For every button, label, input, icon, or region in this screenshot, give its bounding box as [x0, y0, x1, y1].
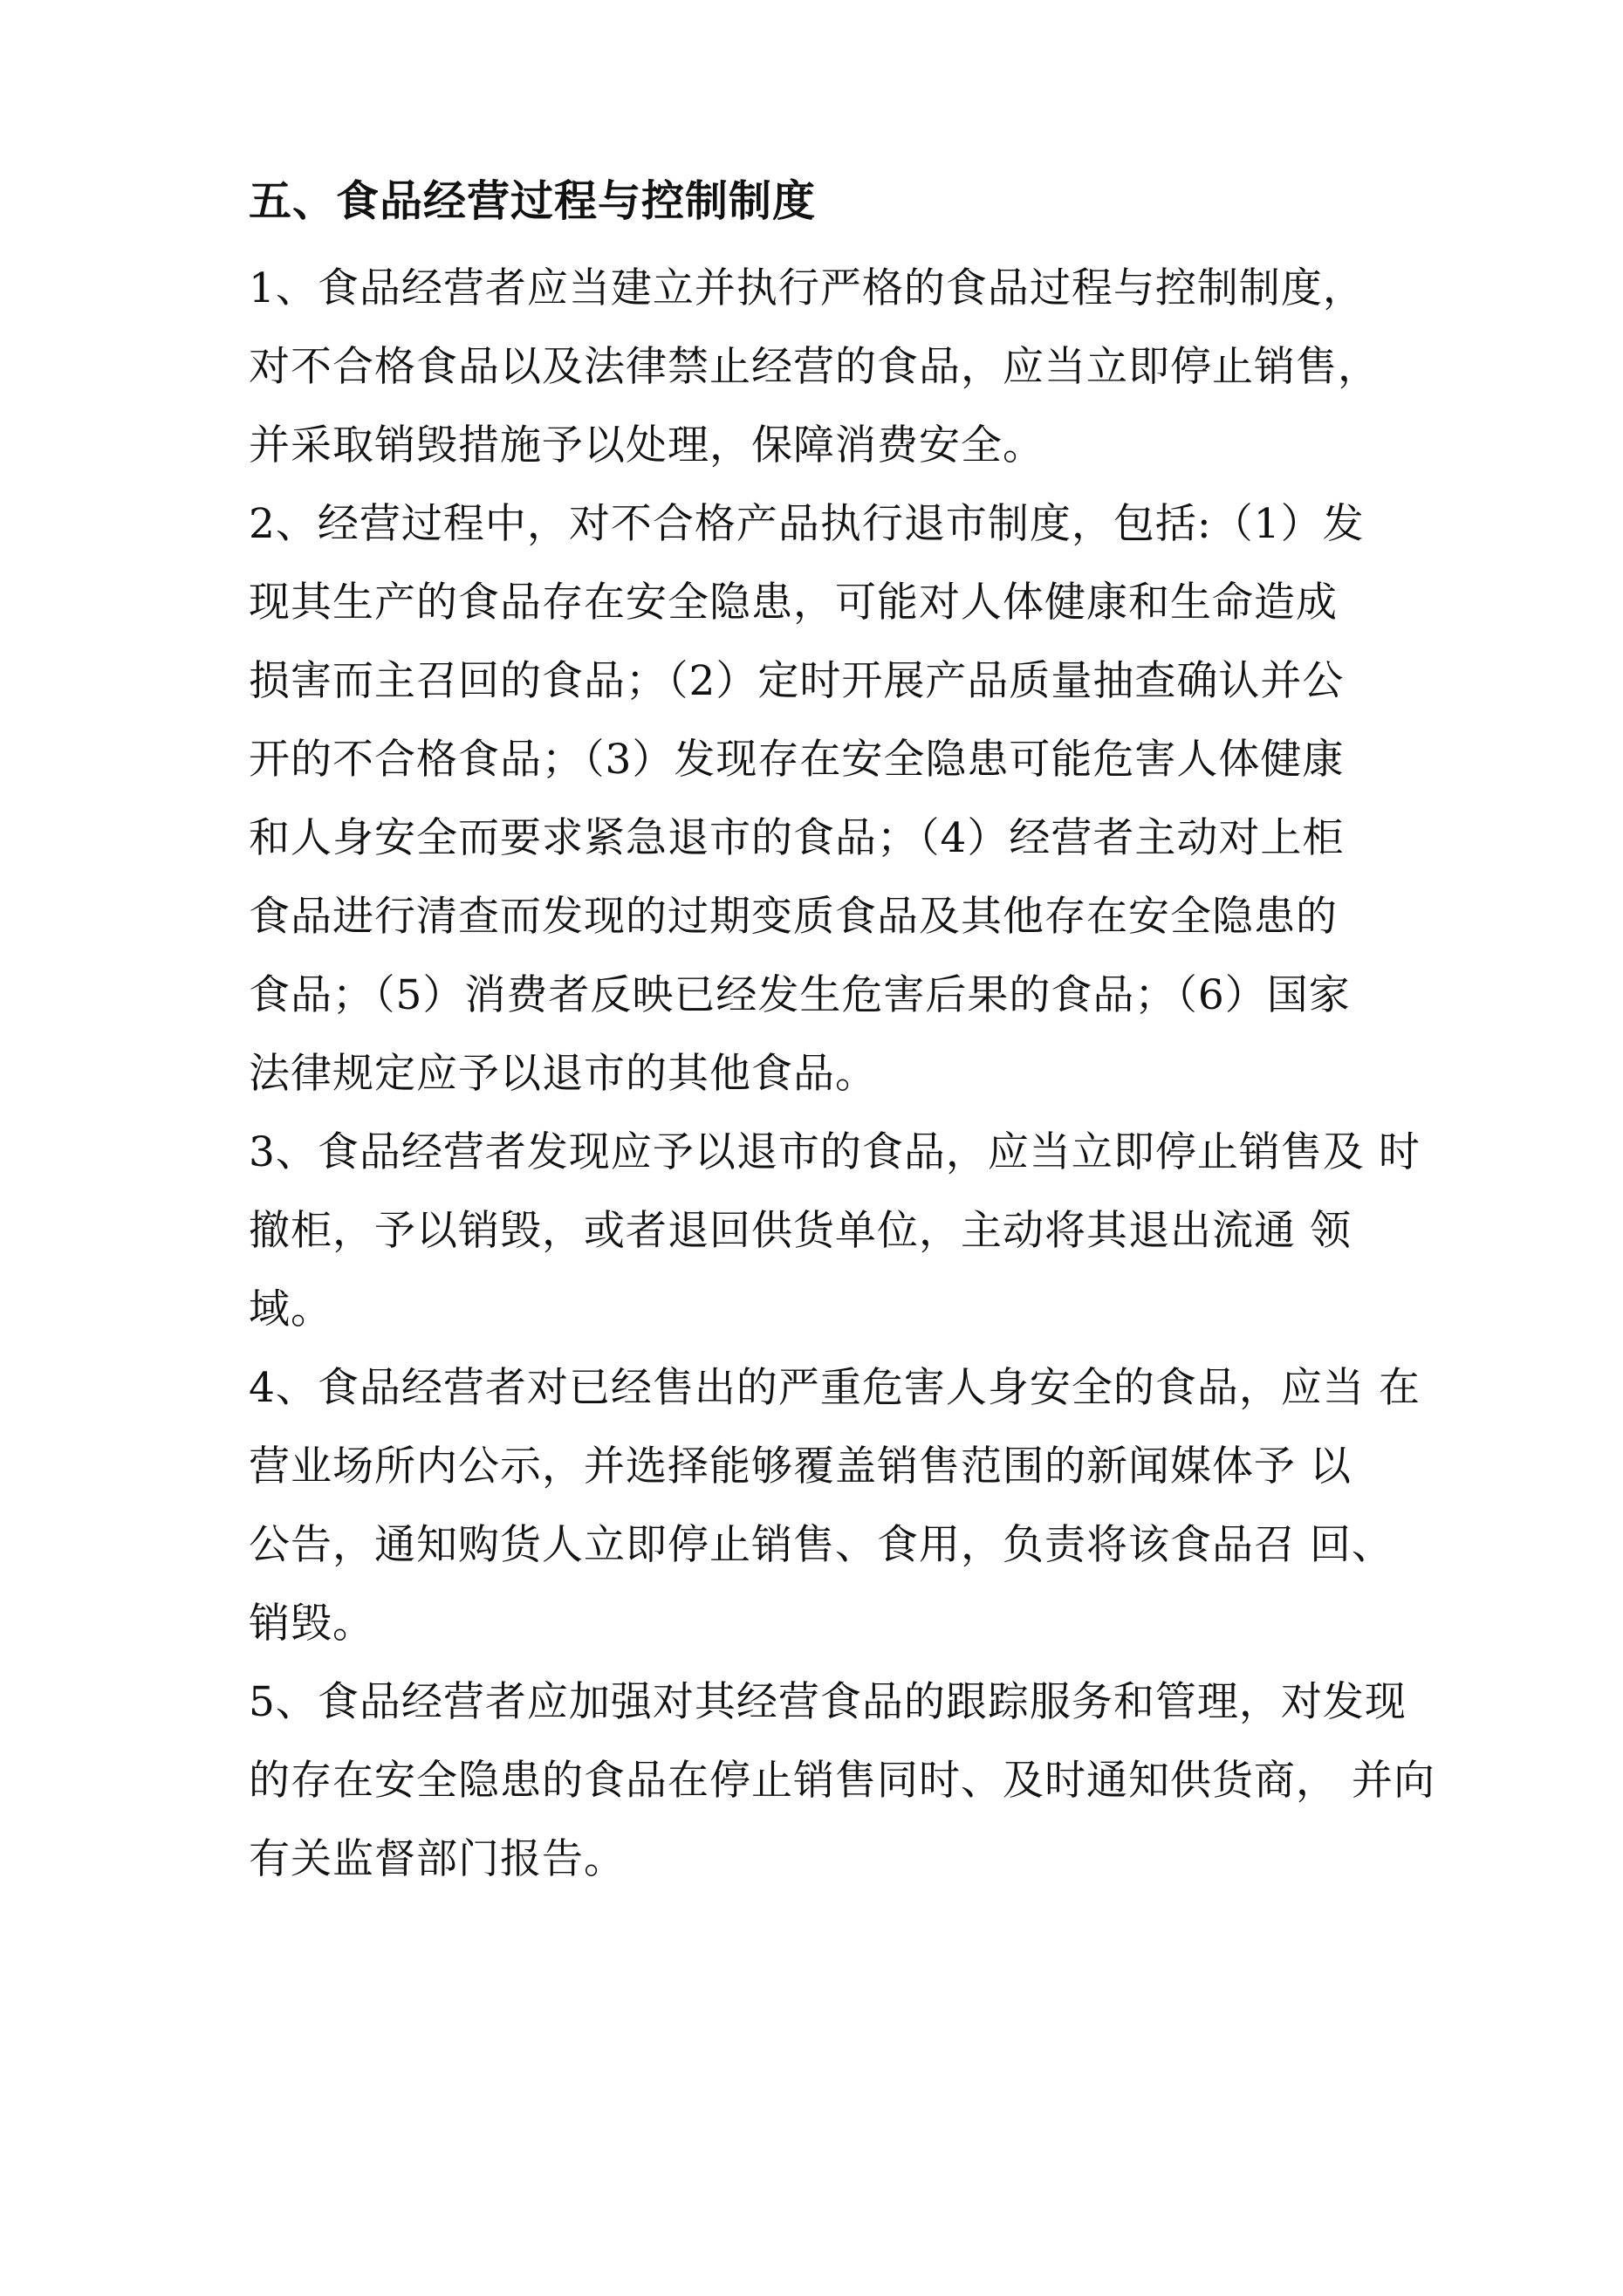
text-line: 营业场所内公示，并选择能够覆盖销售范围的新闻媒体予 以 [249, 1443, 1352, 1491]
text-line: 现其生产的食品存在安全隐患，可能对人体健康和生命造成 [249, 579, 1338, 627]
text-line: 法律规定应予以退市的其他食品。 [249, 1050, 877, 1098]
text-line: 有关监督部门报告。 [249, 1835, 626, 1883]
text-line: 开的不合格食品；（3）发现存在安全隐患可能危害人体健康 [249, 736, 1345, 784]
text-line: 食品进行清查而发现的过期变质食品及其他存在安全隐患的 [249, 893, 1338, 941]
text-line: 域。 [249, 1285, 332, 1333]
section-heading: 五、食品经营过程与控制制度 [249, 176, 817, 226]
text-line: 2、经营过程中，对不合格产品执行退市制度，包括:（1）发 [249, 500, 1365, 548]
text-line: 1、食品经营者应当建立并执行严格的食品过程与控制制度， [249, 264, 1365, 312]
document-body [249, 171, 1435, 1899]
text-line: 5、食品经营者应加强对其经营食品的跟踪服务和管理，对发现 [249, 1678, 1407, 1726]
text-line: 撤柜，予以销毁，或者退回供货单位，主动将其退出流通 领 [249, 1207, 1352, 1255]
text-line: 3、食品经营者发现应予以退市的食品，应当立即停止销售及 时 [249, 1128, 1421, 1176]
text-line: 和人身安全而要求紧急退市的食品；（4）经营者主动对上柜 [249, 814, 1345, 862]
text-line: 食品；（5）消费者反映已经发生危害后果的食品；（6）国家 [249, 971, 1351, 1019]
text-line: 对不合格食品以及法律禁止经营的食品，应当立即停止销售， [249, 343, 1380, 391]
text-line: 销毁。 [249, 1600, 374, 1648]
text-line: 并采取销毁措施予以处理，保障消费安全。 [249, 422, 1044, 469]
text-line: 公告，通知购货人立即停止销售、食用，负责将该食品召 回、 [249, 1521, 1394, 1569]
text-line: 损害而主召回的食品；（2）定时开展产品质量抽查确认并公 [249, 657, 1345, 705]
text-line: 的存在安全隐患的食品在停止销售同时、及时通知供货商， 并向 [249, 1757, 1435, 1805]
text-line: 4、食品经营者对已经售出的严重危害人身安全的食品，应当 在 [249, 1364, 1421, 1412]
